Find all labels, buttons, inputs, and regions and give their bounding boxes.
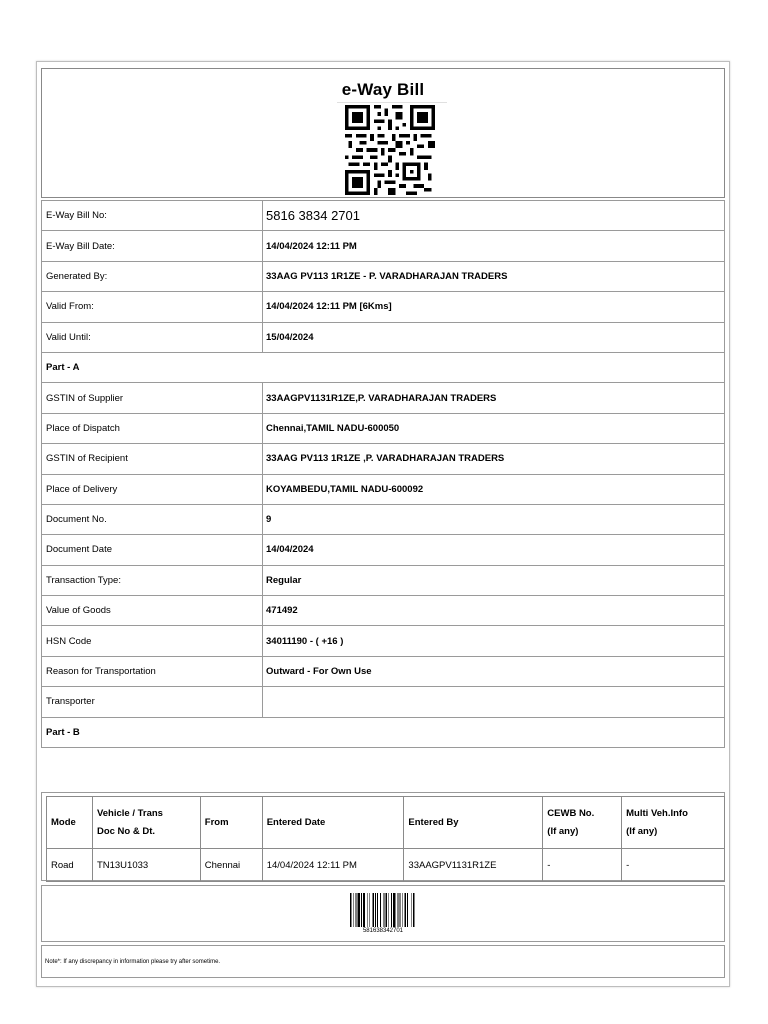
table-row bbox=[42, 687, 725, 717]
transaction-type-value: Regular bbox=[263, 565, 725, 595]
valid-until-value: 15/04/2024 bbox=[263, 322, 725, 352]
table-row bbox=[42, 383, 725, 413]
part-a-heading: Part - A bbox=[42, 352, 725, 382]
value-of-goods-label: Value of Goods bbox=[42, 596, 263, 626]
valid-until-label: Valid Until: bbox=[42, 322, 263, 352]
header-section bbox=[41, 68, 725, 198]
eway-bill-document bbox=[36, 61, 730, 987]
table-row bbox=[42, 565, 725, 595]
value-of-goods-value: 471492 bbox=[263, 596, 725, 626]
barcode-section bbox=[41, 885, 725, 942]
cell-cewb-no: - bbox=[543, 849, 622, 882]
document-date-value: 14/04/2024 bbox=[263, 535, 725, 565]
cell-entered-date: 14/04/2024 12:11 PM bbox=[262, 849, 404, 882]
table-row bbox=[42, 444, 725, 474]
qr-code-icon bbox=[341, 105, 439, 195]
column-header-entered-by: Entered By bbox=[404, 797, 543, 849]
column-header-multi-veh-info: Multi Veh.Info (If any) bbox=[622, 797, 725, 849]
table-row bbox=[42, 656, 725, 686]
cell-entered-by: 33AAGPV1131R1ZE bbox=[404, 849, 543, 882]
generated-by-label: Generated By: bbox=[42, 261, 263, 291]
place-of-dispatch-label: Place of Dispatch bbox=[42, 413, 263, 443]
document-no-label: Document No. bbox=[42, 504, 263, 534]
table-row bbox=[42, 201, 725, 231]
table-row bbox=[42, 717, 725, 747]
transaction-type-label: Transaction Type: bbox=[42, 565, 263, 595]
gstin-recipient-value: 33AAG PV113 1R1ZE ,P. VARADHARAJAN TRADERS bbox=[263, 444, 725, 474]
column-header-mode: Mode bbox=[47, 797, 93, 849]
column-header-vehicle: Vehicle / Trans Doc No & Dt. bbox=[92, 797, 200, 849]
page-title: e-Way Bill bbox=[341, 80, 425, 99]
table-row bbox=[42, 626, 725, 656]
cell-vehicle: TN13U1033 bbox=[92, 849, 200, 882]
table-row bbox=[42, 535, 725, 565]
document-date-label: Document Date bbox=[42, 535, 263, 565]
table-row bbox=[42, 292, 725, 322]
reason-for-transportation-label: Reason for Transportation bbox=[42, 656, 263, 686]
eway-bill-date-value: 14/04/2024 12:11 PM bbox=[263, 231, 725, 261]
title-divider bbox=[337, 102, 447, 103]
part-b-section bbox=[41, 792, 725, 881]
place-of-dispatch-value: Chennai,TAMIL NADU-600050 bbox=[263, 413, 725, 443]
hsn-code-label: HSN Code bbox=[42, 626, 263, 656]
table-header-row bbox=[47, 797, 725, 849]
cell-from: Chennai bbox=[200, 849, 262, 882]
column-header-from: From bbox=[200, 797, 262, 849]
cell-multi-veh-info: - bbox=[622, 849, 725, 882]
place-of-delivery-value: KOYAMBEDU,TAMIL NADU-600092 bbox=[263, 474, 725, 504]
table-row bbox=[42, 322, 725, 352]
table-row bbox=[42, 413, 725, 443]
table-row bbox=[42, 596, 725, 626]
table-row bbox=[47, 849, 725, 882]
document-no-value: 9 bbox=[263, 504, 725, 534]
gstin-supplier-label: GSTIN of Supplier bbox=[42, 383, 263, 413]
table-row bbox=[42, 261, 725, 291]
valid-from-value: 14/04/2024 12:11 PM [6Kms] bbox=[263, 292, 725, 322]
part-b-heading: Part - B bbox=[42, 717, 725, 747]
barcode-icon bbox=[350, 893, 425, 927]
eway-bill-no-value: 5816 3834 2701 bbox=[263, 201, 725, 231]
eway-bill-no-label: E-Way Bill No: bbox=[42, 201, 263, 231]
table-row bbox=[42, 352, 725, 382]
transporter-value bbox=[263, 687, 725, 717]
table-row bbox=[42, 231, 725, 261]
note-section bbox=[41, 945, 725, 978]
info-table bbox=[41, 200, 725, 748]
gstin-supplier-value: 33AAGPV1131R1ZE,P. VARADHARAJAN TRADERS bbox=[263, 383, 725, 413]
column-header-cewb-no: CEWB No. (If any) bbox=[543, 797, 622, 849]
gstin-recipient-label: GSTIN of Recipient bbox=[42, 444, 263, 474]
cell-mode: Road bbox=[47, 849, 93, 882]
eway-bill-date-label: E-Way Bill Date: bbox=[42, 231, 263, 261]
part-b-table bbox=[46, 796, 725, 882]
column-header-entered-date: Entered Date bbox=[262, 797, 404, 849]
note-text: Note*: If any discrepancy in information please try after sometime. bbox=[45, 959, 221, 965]
place-of-delivery-label: Place of Delivery bbox=[42, 474, 263, 504]
hsn-code-value: 34011190 - ( +16 ) bbox=[263, 626, 725, 656]
barcode-number: 581638342701 bbox=[362, 928, 404, 934]
reason-for-transportation-value: Outward - For Own Use bbox=[263, 656, 725, 686]
table-row bbox=[42, 504, 725, 534]
generated-by-value: 33AAG PV113 1R1ZE - P. VARADHARAJAN TRADERS bbox=[263, 261, 725, 291]
transporter-label: Transporter bbox=[42, 687, 263, 717]
table-row bbox=[42, 474, 725, 504]
valid-from-label: Valid From: bbox=[42, 292, 263, 322]
